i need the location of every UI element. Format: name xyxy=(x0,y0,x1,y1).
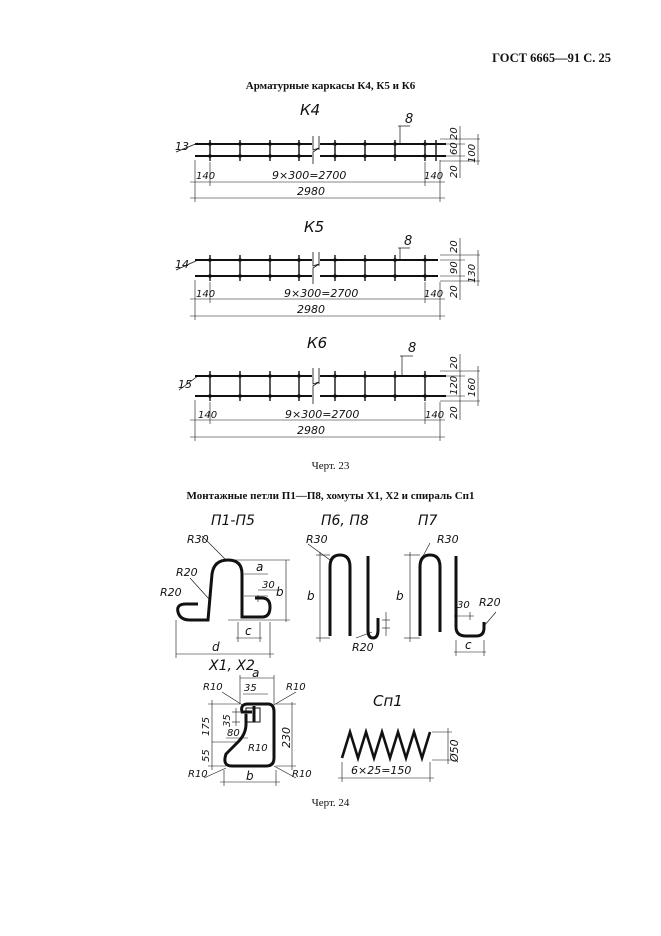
frame-k5-pos: 14 xyxy=(175,258,189,271)
loop-p7 xyxy=(396,513,501,656)
stirrup-80: 80 xyxy=(227,728,240,739)
frame-k4-total-height: 100 xyxy=(467,143,478,163)
loop-p1-p5-c: c xyxy=(245,624,252,638)
loop-p7-r20: R20 xyxy=(479,596,501,609)
frame-k6-spacing: 9×300=2700 xyxy=(285,408,360,421)
frame-k5-right-end: 140 xyxy=(424,289,444,300)
frame-k6-right-end: 140 xyxy=(425,410,445,421)
frame-k4-label: К4 xyxy=(300,101,321,119)
loop-p1-p5-r20-top: R20 xyxy=(176,566,198,579)
loop-p7-label: П7 xyxy=(418,513,438,529)
frame-k4-length: 2980 xyxy=(297,185,325,198)
stirrup-r10-br: R10 xyxy=(292,769,312,780)
stirrup-r10-tl: R10 xyxy=(203,682,223,693)
frame-k6-dim-bottom: 20 xyxy=(449,406,460,419)
loop-p1-p5-d: d xyxy=(212,640,220,654)
frame-k5-length: 2980 xyxy=(297,303,325,316)
loop-p6-p8-label: П6, П8 xyxy=(321,513,369,529)
loop-p6-p8-r30: R30 xyxy=(306,533,328,546)
figure-24-title: Монтажные петли П1—П8, хомуты Х1, Х2 и спираль Сп1 xyxy=(186,490,475,502)
frame-k6-total-height: 160 xyxy=(467,377,478,397)
spiral-label: Сп1 xyxy=(373,692,403,710)
frame-k4-mark: 8 xyxy=(405,112,414,127)
frame-k6-mark: 8 xyxy=(408,341,417,356)
figure-23-caption: Черт. 23 xyxy=(311,460,350,472)
figure-24-caption: Черт. 24 xyxy=(311,797,350,809)
frame-k6-dim-mid: 120 xyxy=(449,375,460,395)
frame-k5-mark: 8 xyxy=(404,234,413,249)
frame-k5-label: К5 xyxy=(304,218,325,236)
frame-k4-spacing: 9×300=2700 xyxy=(272,169,347,182)
frame-k6-length: 2980 xyxy=(297,424,325,437)
loop-p7-c: c xyxy=(465,638,472,652)
loop-p1-p5-r30: R30 xyxy=(187,533,209,546)
frame-k6-label: К6 xyxy=(307,334,328,352)
loop-p1-p5-30: 30 xyxy=(262,580,275,591)
stirrup-175: 175 xyxy=(201,716,212,736)
loop-p7-b: b xyxy=(396,589,404,603)
frame-k6 xyxy=(178,334,480,441)
loop-p6-p8-b: b xyxy=(307,589,315,603)
loop-p1-p5-label: П1-П5 xyxy=(211,513,255,529)
frame-k5-dim-mid: 90 xyxy=(449,261,460,274)
frame-k5-total-height: 130 xyxy=(467,263,478,283)
frame-k4-right-end: 140 xyxy=(424,171,444,182)
spiral-sp1 xyxy=(338,692,461,782)
frame-k4-dim-bottom: 20 xyxy=(449,165,460,178)
spiral-pitch: 6×25=150 xyxy=(351,764,412,777)
stirrup-35-top: 35 xyxy=(244,683,257,694)
frame-k4-pos: 13 xyxy=(175,140,189,153)
stirrup-35-side: 35 xyxy=(222,714,233,727)
stirrup-x1-x2-label: Х1, Х2 xyxy=(209,658,255,674)
stirrup-55: 55 xyxy=(201,749,212,762)
frame-k5 xyxy=(175,218,480,320)
stirrup-r10-bl: R10 xyxy=(188,769,208,780)
loop-p6-p8-r20: R20 xyxy=(352,641,374,654)
frame-k4-dim-top: 20 xyxy=(449,127,460,140)
frame-k4-dim-mid: 60 xyxy=(449,142,460,155)
loop-p1-p5 xyxy=(160,513,290,658)
frame-k5-dim-top: 20 xyxy=(449,240,460,253)
loop-p1-p5-r20-left: R20 xyxy=(160,586,182,599)
frame-k6-left-end: 140 xyxy=(198,410,218,421)
loop-p1-p5-a: a xyxy=(256,560,264,574)
page-header: ГОСТ 6665—91 С. 25 xyxy=(492,51,611,65)
frame-k5-dim-bottom: 20 xyxy=(449,285,460,298)
loop-p7-r30: R30 xyxy=(437,533,459,546)
stirrup-a: a xyxy=(252,666,260,680)
spiral-diameter: Ø50 xyxy=(448,739,461,762)
loop-p7-30: 30 xyxy=(457,600,470,611)
stirrup-230: 230 xyxy=(280,727,293,748)
stirrup-x1-x2 xyxy=(188,658,312,786)
frame-k4 xyxy=(175,101,480,202)
frame-k6-dim-top: 20 xyxy=(449,356,460,369)
stirrup-r10-tr: R10 xyxy=(286,682,306,693)
frame-k4-left-end: 140 xyxy=(196,171,216,182)
loop-p6-p8 xyxy=(306,513,390,654)
stirrup-r10-mid: R10 xyxy=(248,743,268,754)
stirrup-b: b xyxy=(246,769,254,783)
frame-k5-spacing: 9×300=2700 xyxy=(284,287,359,300)
loop-p1-p5-b: b xyxy=(276,585,284,599)
frame-k6-pos: 15 xyxy=(178,378,192,391)
frame-k5-left-end: 140 xyxy=(196,289,216,300)
figure-23-title: Арматурные каркасы К4, К5 и К6 xyxy=(245,80,416,92)
